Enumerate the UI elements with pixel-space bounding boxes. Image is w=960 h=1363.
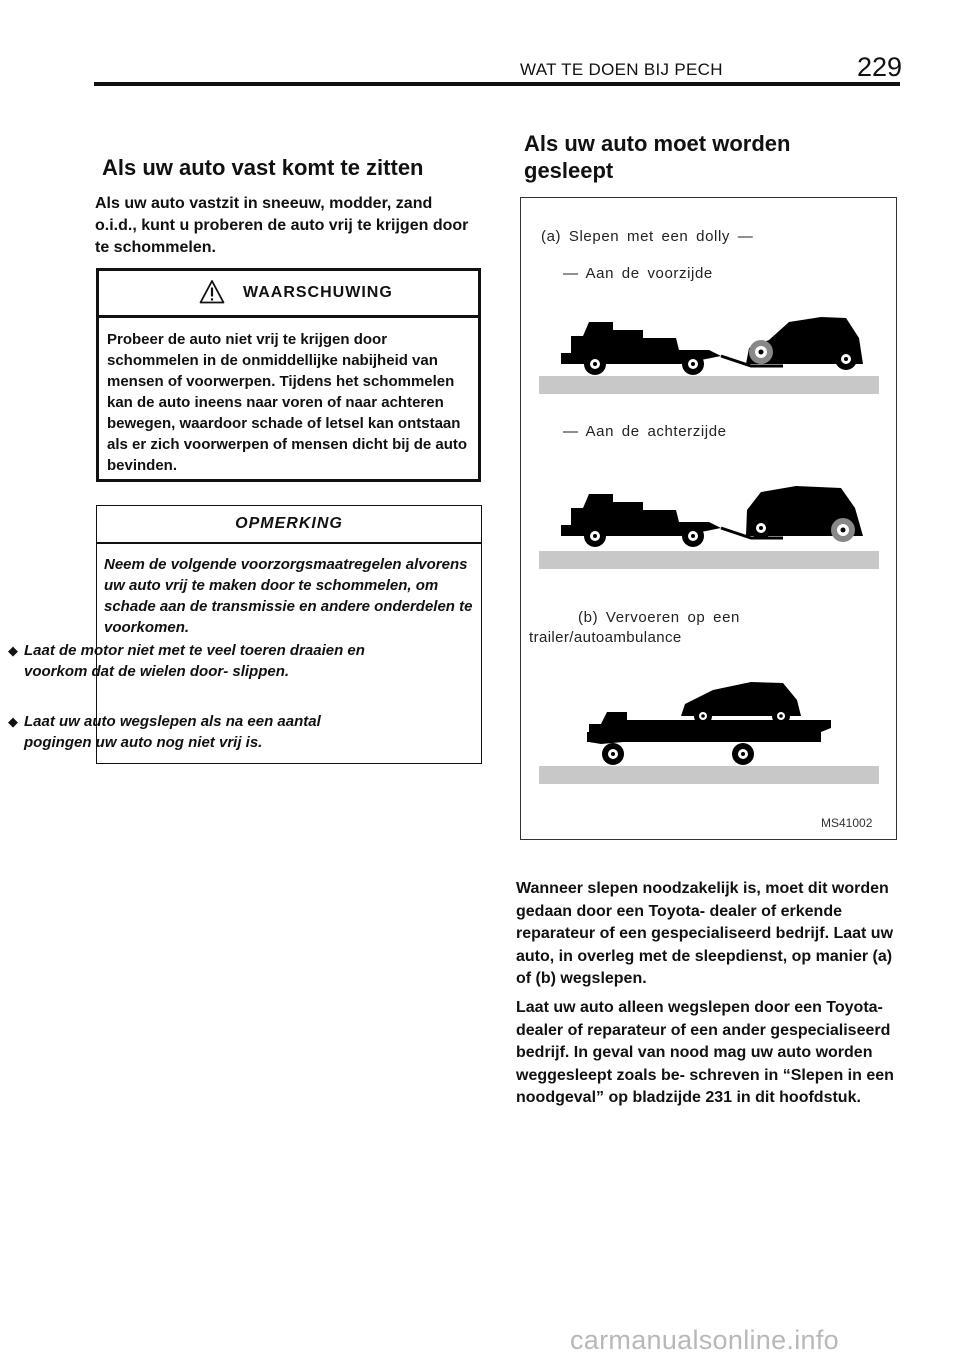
header-rule <box>94 82 900 86</box>
warning-text: Probeer de auto niet vrij te krijgen door schommelen in de onmiddellijke nabijheid van mensen of voorwerpen. Tijdens het schommelen kan de auto ineens naar voren of naar achteren bewegen, waardoor schade of letsel kan ontstaan als er zich voorwerpen of mensen dicht bij de auto bevinden. <box>107 331 468 474</box>
warning-triangle-icon <box>199 279 225 305</box>
figure-label-front: — Aan de voorzijde <box>563 265 713 282</box>
diamond-bullet-icon: ◆ <box>8 714 18 729</box>
note-rule <box>97 542 481 544</box>
section-heading-towing: Als uw auto moet worden gesleept <box>524 131 791 183</box>
diamond-bullet-icon: ◆ <box>8 643 18 658</box>
towing-figure <box>520 197 897 840</box>
page-number: 229 <box>856 52 902 82</box>
ground-strip <box>539 766 879 784</box>
tow-truck-dolly-rear-illustration <box>521 480 898 560</box>
figure-label-trailer <box>529 608 789 648</box>
section-heading-stuck: Als uw auto vast komt te zitten <box>102 155 424 180</box>
note-intro: Neem de volgende voorzorgsmaatregelen alvorens uw auto vrij te maken door te schommelen, om schade aan de transmissie en andere onderdelen te voorkomen. <box>104 556 473 636</box>
note-bullet-text: Laat de motor niet met te veel toeren draaien en voorkom dat de wielen door- slippen. <box>24 642 365 680</box>
figure-label-trailer-line2: trailer/autoambulance <box>529 629 682 646</box>
figure-label-rear: — Aan de achterzijde <box>563 423 727 440</box>
figure-label-trailer-line1: (b) Vervoeren op een <box>578 609 740 626</box>
ground-strip <box>539 551 879 569</box>
ground-strip <box>539 376 879 394</box>
note-bullet <box>8 711 372 753</box>
warning-box <box>96 268 481 482</box>
figure-code: MS41002 <box>821 816 873 830</box>
note-title: OPMERKING <box>235 515 343 532</box>
header-section-title: WAT TE DOEN BIJ PECH <box>520 60 723 79</box>
watermark: carmanualsonline.info <box>570 1325 839 1355</box>
towing-paragraph-1: Wanneer slepen noodzakelijk is, moet dit worden gedaan door een Toyota- dealer of erkende reparateur of een gespecialiseerd bedrijf. Laat uw auto, in overleg met de sleepdienst, op manier (a) of (b) wegslepen. <box>516 880 894 987</box>
warning-header <box>99 271 478 318</box>
towing-paragraph-2: Laat uw auto alleen wegslepen door een Toyota- dealer of reparateur of een ander gespecialiseerd bedrijf. In geval van nood mag uw auto worden weggesleept zoals be- schreven in “Slepen in een noodgeval” op bladzijde 231 in dit hoofdstuk. <box>516 999 894 1106</box>
note-bullet-text: Laat uw auto wegslepen als na een aantal pogingen uw auto nog niet vrij is. <box>24 713 321 751</box>
warning-title: WAARSCHUWING <box>243 284 393 301</box>
note-bullet <box>8 640 372 682</box>
intro-paragraph: Als uw auto vastzit in sneeuw, modder, zand o.i.d., kunt u proberen de auto vrij te krijgen door te schommelen. <box>95 195 469 256</box>
flatbed-trailer-illustration <box>521 676 898 772</box>
figure-label-dolly: (a) Slepen met een dolly — <box>541 228 754 245</box>
